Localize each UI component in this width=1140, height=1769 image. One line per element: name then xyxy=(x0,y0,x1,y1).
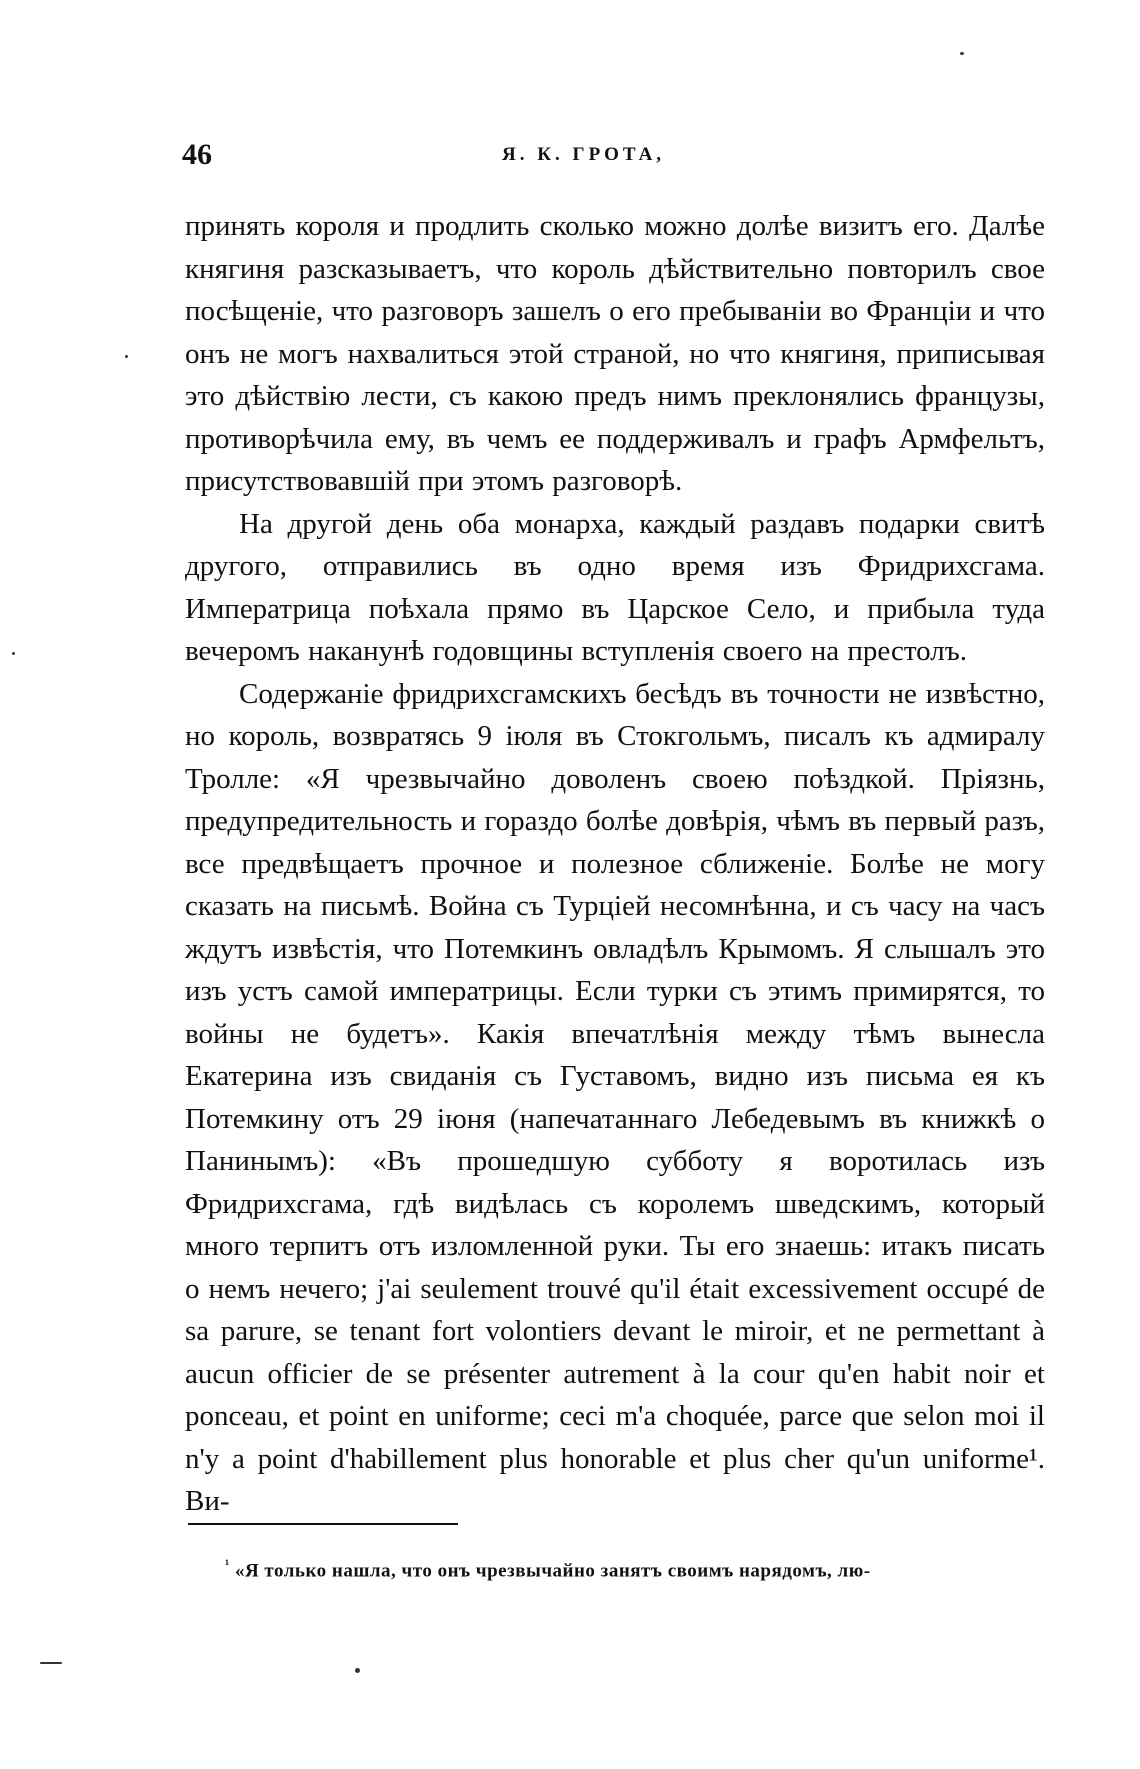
footnote-rule xyxy=(188,1523,458,1525)
body-text xyxy=(185,205,1045,1523)
print-speck xyxy=(40,1662,62,1664)
page-number: 46 xyxy=(182,138,212,171)
paragraph-3: Содержаніе фридрихсгамскихъ бесѣдъ въ точности не извѣстно, но король, возвратясь 9 іюля въ Стокгольмъ, писалъ къ адмиралу Тролле: «Я чрезвычайно доволенъ своею поѣздкой. Пріязнь, предупредительность и гораздо болѣе довѣрія, чѣмъ въ первый разъ, все предвѣщаетъ прочное и полезное сближеніе. Болѣе не могу сказать на письмѣ. Война съ Турціей несомнѣнна, и съ часу на часъ ждутъ извѣстія, что Потемкинъ овладѣлъ Крымомъ. Я слышалъ это изъ устъ самой императрицы. Если турки съ этимъ примирятся, то войны не будетъ». Какія впечатлѣнія между тѣмъ вынесла Екатерина изъ свиданія съ Густавомъ, видно изъ письма ея къ Потемкину отъ 29 іюня (напечатаннаго Лебедевымъ въ книжкѣ о Панинымъ): «Въ прошедшую субботу я воротилась изъ Фридрихсгама, гдѣ видѣлась съ королемъ шведскимъ, который много терпитъ отъ изломленной руки. Ты его знаешь: итакъ писать о немъ нечего; j'ai seulement trouvé qu'il était excessivement occupé de sa parure, se tenant fort volontiers devant le miroir, et ne permettant à aucun officier de se présenter autrement à la cour qu'en habit noir et ponceau, et point en uniforme; ceci m'a choquée, parce que selon moi il n'y a point d'habillement plus honorable et plus cher qu'un uniforme¹. Ви- xyxy=(185,677,1045,1517)
page-header xyxy=(182,138,1052,178)
footnote-marker: ¹ xyxy=(225,1558,230,1573)
print-speck xyxy=(12,652,15,655)
print-speck xyxy=(355,1668,360,1673)
running-head: Я. К. ГРОТА, xyxy=(502,144,666,165)
footnote xyxy=(225,1552,1045,1585)
print-speck xyxy=(960,52,964,55)
footnote-text: «Я только нашла, что онъ чрезвычайно занятъ своимъ нарядомъ, лю- xyxy=(234,1560,871,1582)
paragraph-2: На другой день оба монарха, каждый раздавъ подарки свитѣ другого, отправились въ одно время изъ Фридрихсгама. Императрица поѣхала прямо въ Царское Село, и прибыла туда вечеромъ наканунѣ годовщины вступленія своего на престолъ. xyxy=(185,507,1045,667)
paragraph-1: принять короля и продлить сколько можно долѣе визитъ его. Далѣе княгиня разсказываетъ, что король дѣйствительно повторилъ свое посѣщеніе, что разговоръ зашелъ о его пребываніи во Франціи и что онъ не могъ нахвалиться этой страной, но что княгиня, приписывая это дѣйствію лести, съ какою предъ нимъ преклонялись французы, противорѣчила ему, въ чемъ ее поддерживалъ и графъ Армфельтъ, присутствовавшій при этомъ разговорѣ. xyxy=(185,210,1045,497)
print-speck xyxy=(125,355,128,358)
